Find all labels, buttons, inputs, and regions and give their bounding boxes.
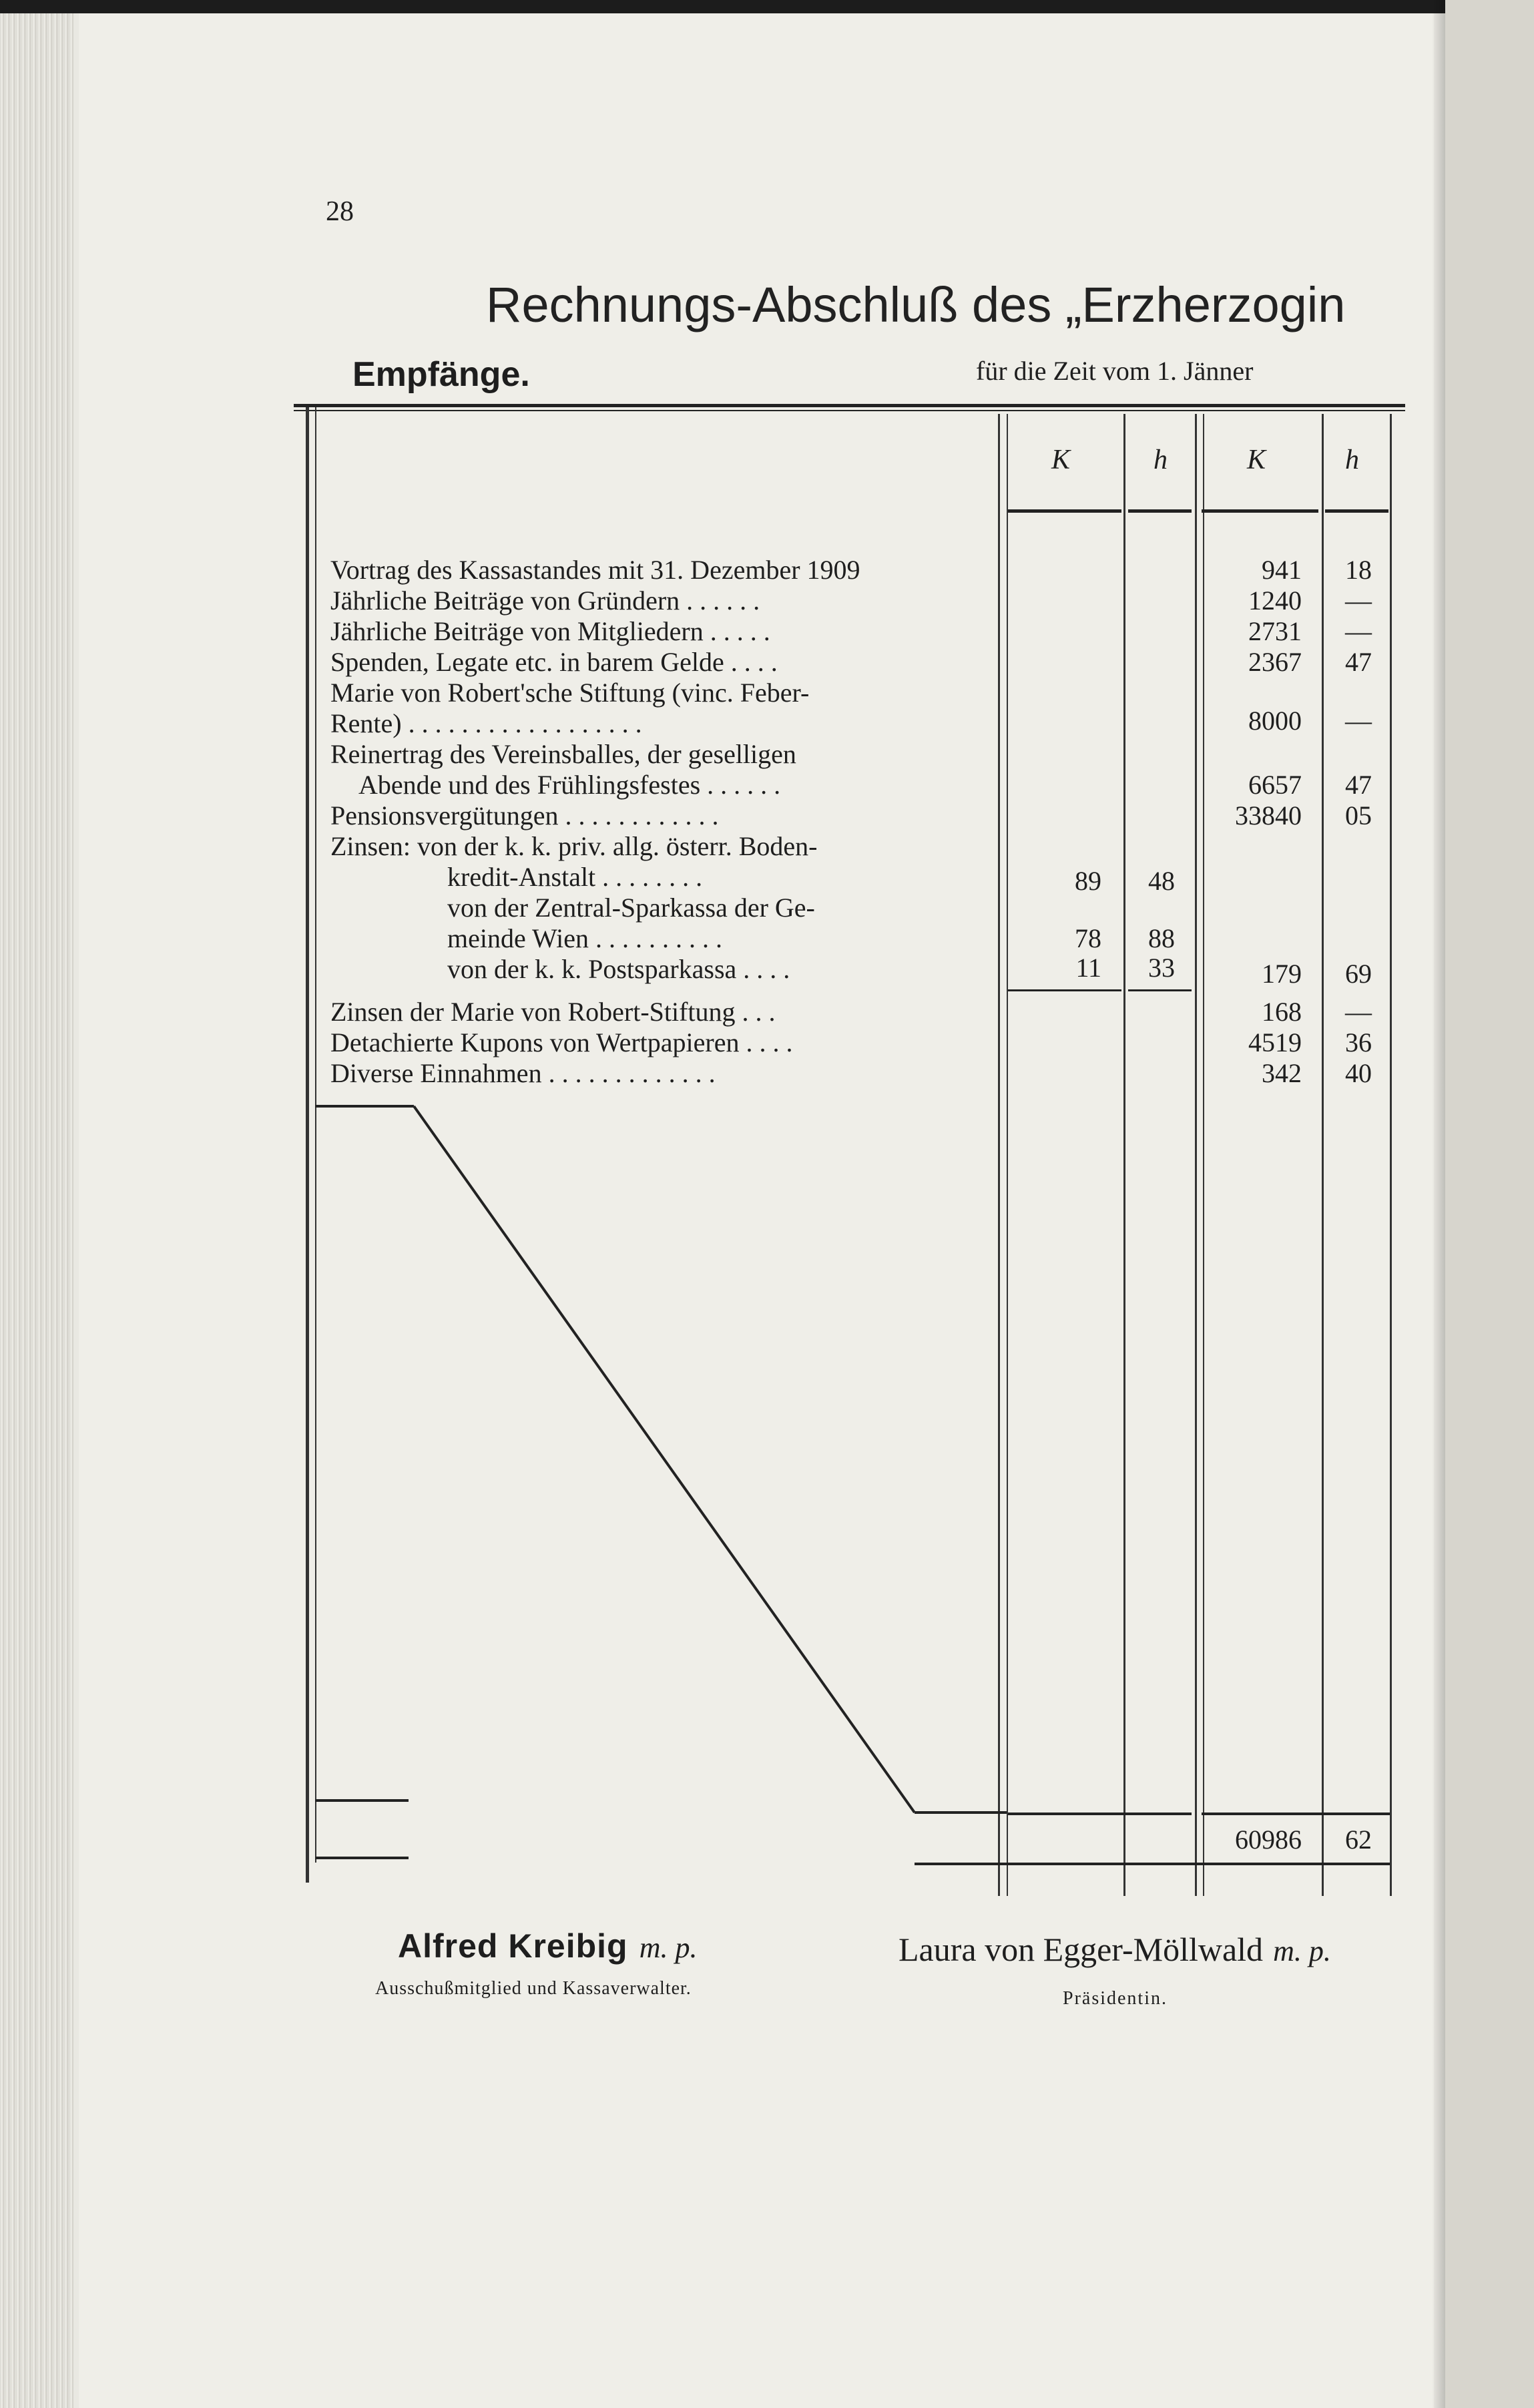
total-rule-top [1008, 1813, 1192, 1815]
cell-k: 941 [1262, 555, 1302, 585]
cell-h: — [1345, 997, 1372, 1027]
cell-k: 8000 [1248, 706, 1302, 736]
signatory-role: Ausschußmitglied und Kassaverwalter. [375, 1978, 692, 1999]
period-line: für die Zeit vom 1. Jänner [976, 356, 1254, 386]
cell-k: 6657 [1248, 770, 1302, 800]
column-header-k2: K [1247, 445, 1266, 475]
row-label: Vortrag des Kassastandes mit 31. Dezember 1909 [330, 555, 860, 585]
cell-h: — [1345, 585, 1372, 616]
signature-left [398, 1929, 697, 1963]
cell-h-sub: 48 [1148, 866, 1175, 896]
row-label: Jährliche Beiträge von Gründern . . . . . . [330, 585, 760, 616]
row-label: von der Zentral-Sparkassa der Ge- [447, 893, 815, 923]
signatory-name: Laura von Egger-Möllwald [899, 1931, 1264, 1968]
total-k: 60986 [1235, 1825, 1302, 1855]
row-label: kredit-Anstalt . . . . . . . . [447, 862, 703, 892]
cell-h: — [1345, 616, 1372, 646]
cell-k: 2367 [1248, 647, 1302, 677]
signatory-role: Präsidentin. [1063, 1988, 1168, 2009]
row-label: Reinertrag des Vereinsballes, der geselligen [330, 739, 796, 769]
cell-h-sub: 33 [1148, 953, 1175, 983]
total-rule-top [1202, 1813, 1390, 1815]
row-label: Abende und des Frühlingsfestes . . . . . . [358, 770, 781, 800]
cell-k-sub: 78 [1075, 923, 1101, 953]
cell-k: 168 [1262, 997, 1302, 1027]
total-h: 62 [1345, 1825, 1372, 1855]
row-label: meinde Wien . . . . . . . . . . [447, 923, 723, 953]
row-label: Detachierte Kupons von Wertpapieren . . . . [330, 1027, 793, 1057]
row-label: Spenden, Legate etc. in barem Gelde . . . . [330, 647, 778, 677]
cell-h: 40 [1345, 1058, 1372, 1088]
row-label: Jährliche Beiträge von Mitgliedern . . . . . [330, 616, 770, 646]
row-label: von der k. k. Postsparkassa . . . . [447, 954, 790, 984]
cell-h: 36 [1345, 1027, 1372, 1057]
cell-k: 342 [1262, 1058, 1302, 1088]
column-header-k1: K [1051, 445, 1071, 475]
cell-h: 69 [1345, 959, 1372, 989]
row-label: Marie von Robert'sche Stiftung (vinc. Feber- [330, 678, 810, 708]
strike-diagonal [414, 1106, 915, 1813]
cell-k: 1240 [1248, 585, 1302, 616]
cell-k-sub: 11 [1075, 953, 1101, 983]
cell-k-sub: 89 [1075, 866, 1101, 896]
total-rule-left [315, 1799, 409, 1802]
cell-k: 33840 [1235, 800, 1302, 830]
cell-h-sub: 88 [1148, 923, 1175, 953]
page-title: Rechnungs-Abschluß des „Erzherzogin [486, 277, 1346, 332]
row-label: Pensionsvergütungen . . . . . . . . . . . . [330, 800, 719, 830]
signatory-suffix: m. p. [639, 1931, 698, 1964]
cell-k: 4519 [1248, 1027, 1302, 1057]
page-number: 28 [326, 196, 354, 227]
total-rule-left [315, 1857, 409, 1859]
cell-k: 179 [1262, 959, 1302, 989]
signature-right [899, 1933, 1331, 1966]
cell-h: 05 [1345, 800, 1372, 830]
signatory-name: Alfred Kreibig [398, 1927, 628, 1965]
total-rule-bottom [915, 1863, 1390, 1865]
cell-h: 47 [1345, 647, 1372, 677]
cell-k: 2731 [1248, 616, 1302, 646]
row-label: Diverse Einnahmen . . . . . . . . . . . . . [330, 1058, 716, 1088]
row-label: Zinsen der Marie von Robert-Stiftung . . . [330, 997, 776, 1027]
cell-h: 18 [1345, 555, 1372, 585]
row-label: Zinsen: von der k. k. priv. allg. österr. Boden- [330, 831, 818, 861]
cell-h: — [1345, 706, 1372, 736]
section-heading: Empfänge. [352, 355, 530, 394]
row-label: Rente) . . . . . . . . . . . . . . . . . . [330, 708, 642, 738]
column-header-h1: h [1154, 445, 1168, 475]
column-header-h2: h [1345, 445, 1359, 475]
signatory-suffix: m. p. [1273, 1935, 1331, 1967]
cell-h: 47 [1345, 770, 1372, 800]
